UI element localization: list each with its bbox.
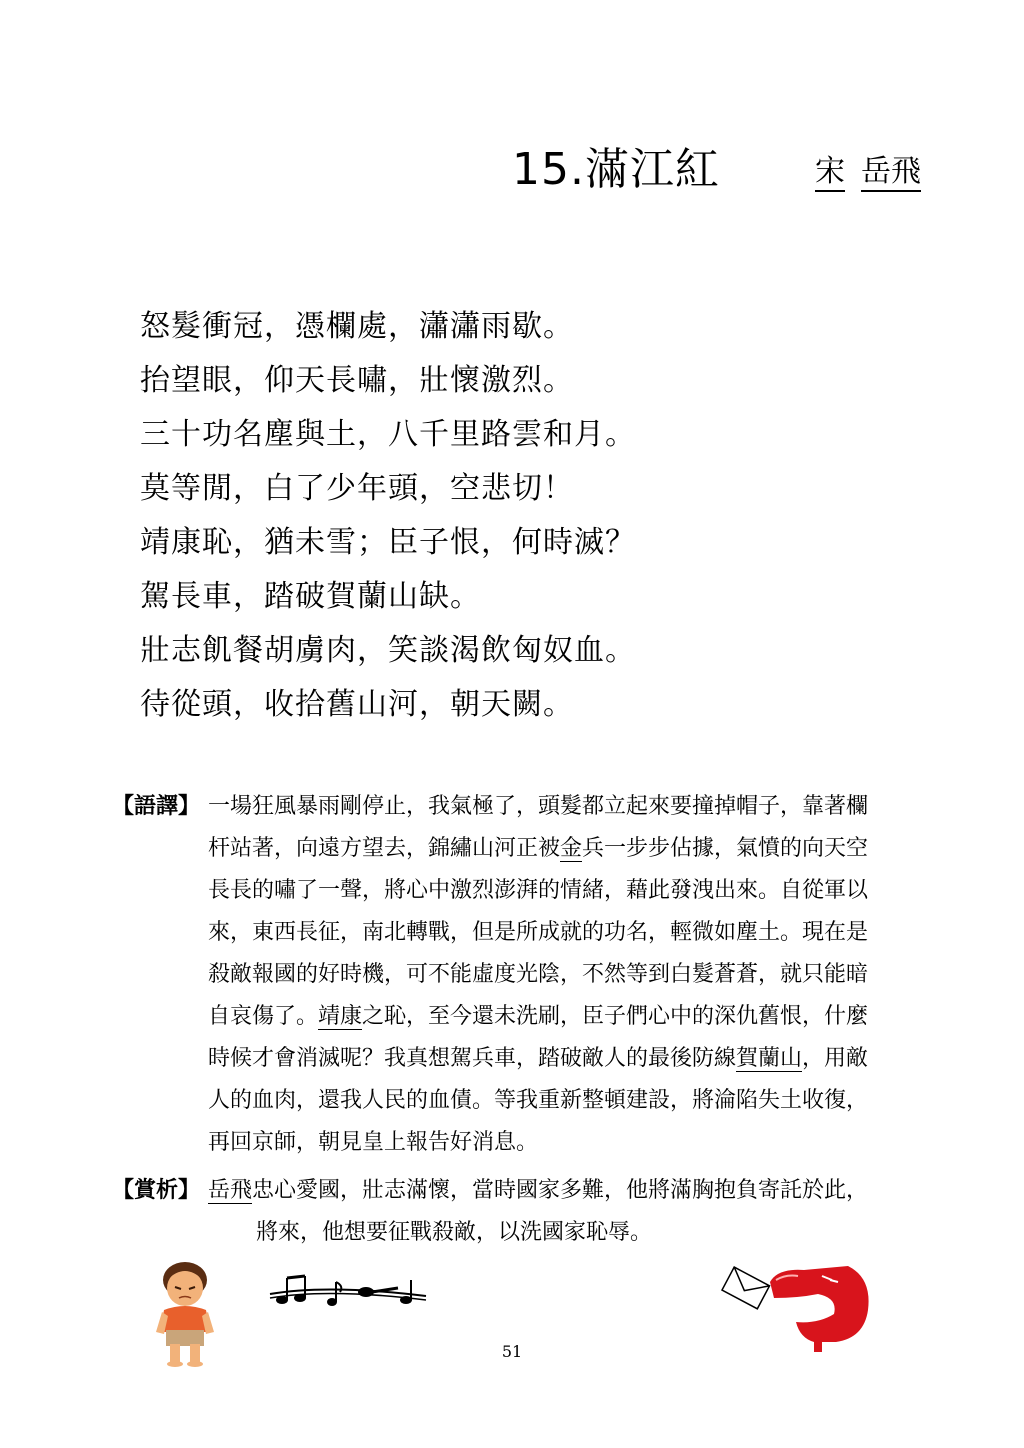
translation-line [208,996,868,1038]
music-notes-icon [268,1270,428,1314]
translation-fragment: 時候才會消滅呢？我真想駕兵車，踏破敵人的最後防線 [208,1046,737,1071]
poem-line: 抬望眼，仰天長嘯，壯懷激烈。 [140,363,574,398]
analysis-line [208,1170,868,1212]
analysis-line: 將來，他想要征戰殺敵，以洗國家恥辱。 [256,1220,653,1245]
poem-title: 15.滿江紅 [512,144,720,195]
poem-line: 靖康恥，猶未雪；臣子恨，何時滅？ [140,525,636,560]
proper-noun-jin: 金 [560,836,583,861]
translation-fragment: 杆站著，向遠方望去，錦繡山河正被 [208,836,561,861]
translation-line: 殺敵報國的好時機，可不能虛度光陰，不然等到白髮蒼蒼，就只能暗 [208,962,869,987]
analysis-label: 【賞析】 [112,1178,201,1203]
poem-line: 駕長車，踏破賀蘭山缺。 [140,579,481,614]
proper-noun-yuefei: 岳飛 [208,1178,253,1203]
poem-author [815,152,921,192]
poem-line: 三十功名塵與土，八千里路雲和月。 [140,417,636,452]
proper-noun-helanshan: 賀蘭山 [736,1046,803,1071]
translation-label: 【語譯】 [112,794,201,819]
analysis-fragment: 忠心愛國，壯志滿懷，當時國家多難，他將滿胸抱負寄託於此， [252,1178,869,1203]
dynasty: 宋 [815,154,845,192]
mailbox-icon [718,1258,874,1354]
translation-line [208,828,868,870]
poem-line: 怒髮衝冠，憑欄處，瀟瀟雨歇。 [140,309,574,344]
poem-line: 壯志飢餐胡虜肉，笑談渴飲匈奴血。 [140,633,636,668]
translation-fragment: ，用敵 [802,1046,869,1071]
page-number: 51 [501,1342,523,1361]
poem-line: 待從頭，收拾舊山河，朝天闕。 [140,687,574,722]
translation-fragment: 兵一步步佔據，氣憤的向天空 [582,836,869,861]
translation-line: 人的血肉，還我人民的血債。等我重新整頓建設，將淪陷失土收復， [208,1088,869,1113]
translation-line: 來，東西長征，南北轉戰，但是所成就的功名，輕微如塵土。現在是 [208,920,869,945]
translation-line: 長長的嘯了一聲，將心中激烈澎湃的情緒，藉此發洩出來。自從軍以 [208,878,869,903]
translation-text [208,786,868,1164]
proper-noun-jingkang: 靖康 [318,1004,363,1029]
translation-line [208,1038,868,1080]
translation-fragment: 自哀傷了。 [208,1004,319,1029]
translation-line: 再回京師，朝見皇上報告好消息。 [208,1130,539,1155]
translation-line: 一場狂風暴雨剛停止，我氣極了，頭髮都立起來要撞掉帽子，靠著欄 [208,794,869,819]
translation-fragment: 之恥，至今還未洗刷，臣子們心中的深仇舊恨，什麼 [362,1004,869,1029]
poem-body [140,300,636,732]
author-name: 岳飛 [861,154,921,192]
analysis-text [208,1170,868,1254]
poem-line: 莫等閒，白了少年頭，空悲切！ [140,471,574,506]
